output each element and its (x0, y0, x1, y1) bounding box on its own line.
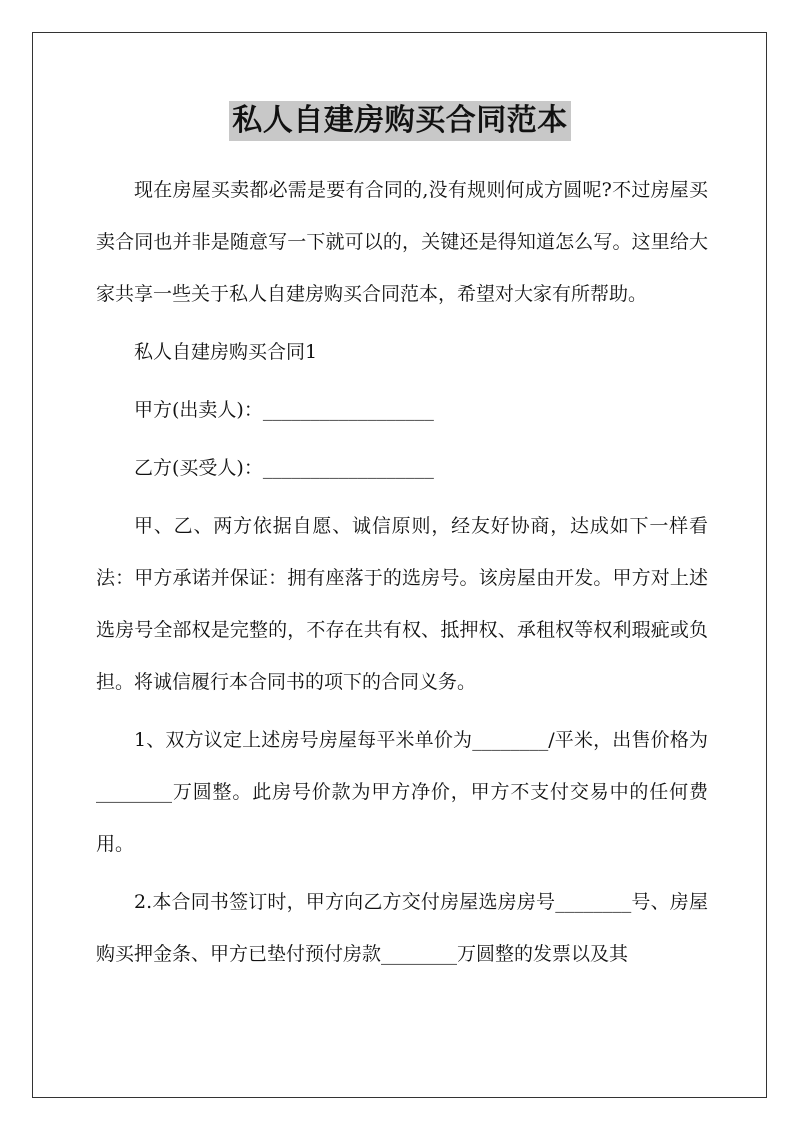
clause-intro-paragraph: 甲、乙、两方依据自愿、诚信原则，经友好协商，达成如下一样看法：甲方承诺并保证：拥有座落于的选房号。该房屋由开发。甲方对上述选房号全部权是完整的，不存在共有权、抵押权、承租权等权利瑕疵或负担。将诚信履行本合同书的项下的合同义务。 (96, 515, 708, 693)
document-title: 私人自建房购买合同范本 (229, 101, 571, 141)
party-a-line: 甲方(出卖人)：__________________ (134, 399, 434, 421)
document-body (96, 164, 708, 980)
party-b-line: 乙方(买受人)：__________________ (134, 457, 434, 479)
title-area (0, 101, 800, 141)
clause-1-paragraph: 1、双方议定上述房号房屋每平米单价为________/平米，出售价格为________万圆整。此房号价款为甲方净价，甲方不支付交易中的任何费用。 (96, 729, 708, 855)
clause-2-paragraph: 2.本合同书签订时，甲方向乙方交付房屋选房房号________号、房屋购买押金条、甲方已垫付预付房款________万圆整的发票以及其 (96, 891, 708, 965)
intro-paragraph: 现在房屋买卖都必需是要有合同的,没有规则何成方圆呢?不过房屋买卖合同也并非是随意写一下就可以的，关键还是得知道怎么写。这里给大家共享一些关于私人自建房购买合同范本，希望对大家有所帮助。 (96, 179, 708, 305)
contract-heading: 私人自建房购买合同1 (134, 341, 318, 363)
